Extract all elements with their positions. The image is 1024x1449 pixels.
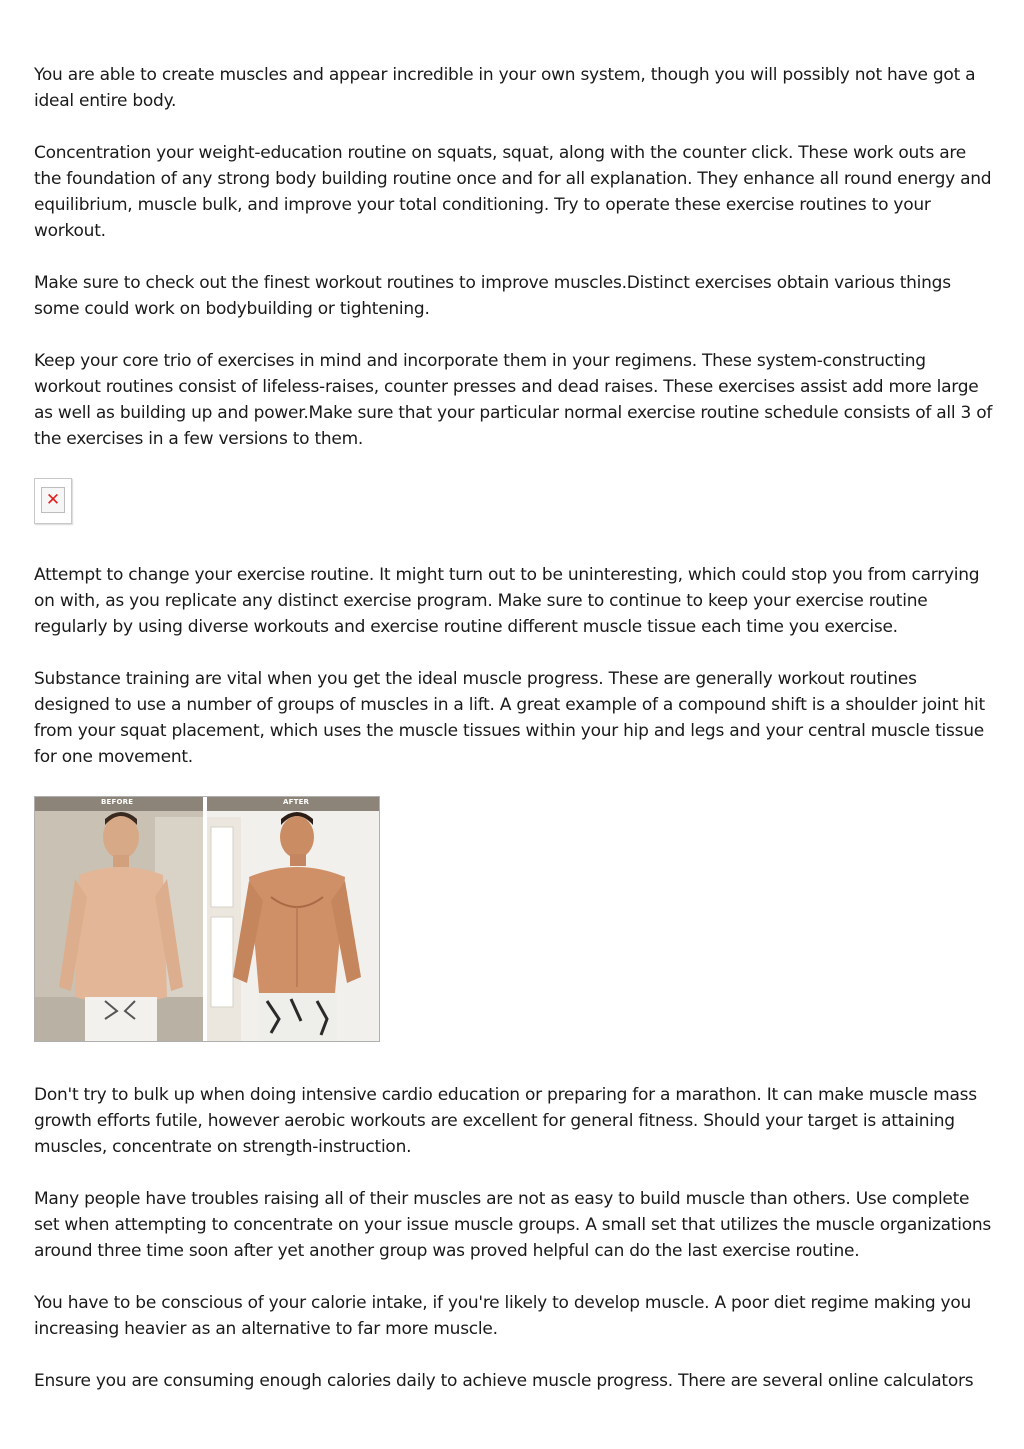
article-body [34,62,994,1420]
paragraph-1: You are able to create muscles and appear incredible in your own system, though you will possibly not have got a ideal entire body. [34,65,976,111]
paragraph-2: Concentration your weight-education routine on squats, squat, along with the counter click. These work outs are the foundation of any strong body building routine once and for all explanation. They enhance all round energy and equilibrium, muscle bulk, and improve your total conditioning. Try to operate these exercise routines to your workout. [34,143,992,241]
broken-image-icon [34,478,72,524]
close-icon: ✕ [45,490,61,510]
broken-image-frame [41,487,65,513]
paragraph-10: Ensure you are consuming enough calories daily to achieve muscle progress. There are several online calculators [34,1371,974,1391]
paragraph-3: Make sure to check out the finest workout routines to improve muscles.Distinct exercises obtain various things some could work on bodybuilding or tightening. [34,273,951,319]
paragraph-9: You have to be conscious of your calorie intake, if you're likely to develop muscle. A poor diet regime making you increasing heavier as an alternative to far more muscle. [34,1293,972,1339]
paragraph-7: Don't try to bulk up when doing intensive cardio education or preparing for a marathon. It can make muscle mass growth efforts futile, however aerobic workouts are excellent for general fitness. Should your target is attaining muscles, concentrate on strength-instruction. [34,1085,977,1157]
paragraph-5: Attempt to change your exercise routine. It might turn out to be uninteresting, which could stop you from carrying on with, as you replicate any distinct exercise program. Make sure to continue to keep your exercise routine regularly by using diverse workouts and exercise routine different muscle tissue each time you exercise. [34,565,980,637]
paragraph-8: Many people have troubles raising all of their muscles are not as easy to build muscle than others. Use complete set when attempting to concentrate on your issue muscle groups. A small set that utilizes the muscle organizations around three time soon after yet another group was proved helpful can do the last exercise routine. [34,1189,992,1261]
after-label: AFTER [283,798,310,806]
paragraph-6: Substance training are vital when you get the ideal muscle progress. These are generally workout routines designed to use a number of groups of muscles in a lift. A great example of a compound shift is a shoulder joint hit from your squat placement, which uses the muscle tissues within your hip and legs and your central muscle tissue for one movement. [34,669,985,767]
before-after-photo [34,796,380,1042]
paragraph-4: Keep your core trio of exercises in mind and incorporate them in your regimens. These system-constructing workout routines consist of lifeless-raises, counter presses and dead raises. These exercises assist add more large as well as building up and power.Make sure that your particular normal exercise routine schedule consists of all 3 of the exercises in a few versions to them. [34,351,993,449]
before-label: BEFORE [101,798,134,806]
before-after-illustration [35,797,379,1041]
